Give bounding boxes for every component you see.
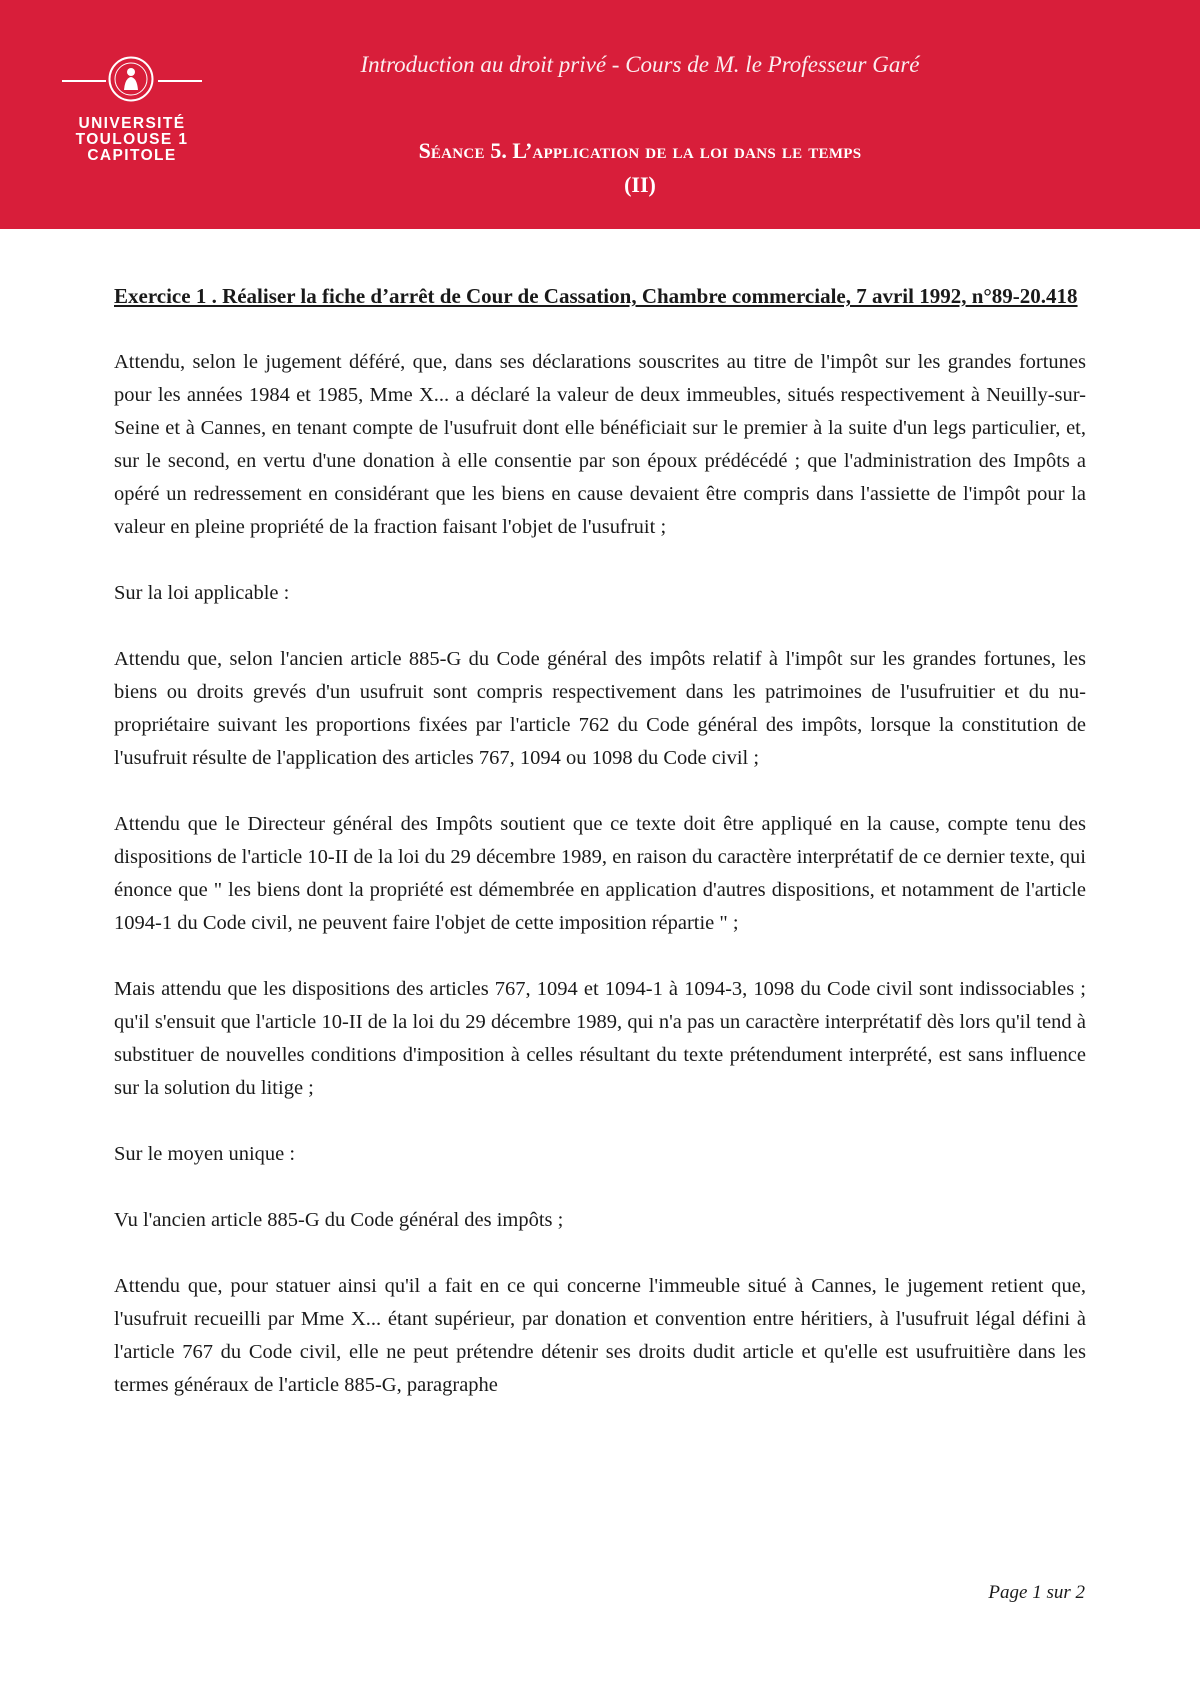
university-seal-icon [108, 56, 154, 102]
exercise-title: Exercice 1 . Réaliser la fiche d’arrêt de Cour de Cassation, Chambre commerciale, 7 avril 1992, n°89-20.418 [114, 284, 1078, 308]
logo-line-1: UNIVERSITÉ [78, 115, 186, 132]
seance-title-word: éance [430, 138, 485, 163]
paragraph: Vu l'ancien article 885-G du Code général des impôts ; [114, 1209, 564, 1231]
course-title: Introduction au droit privé - Cours de M. le Professeur Garé [360, 52, 920, 77]
paragraph: Mais attendu que les dispositions des articles 767, 1094 et 1094-1 à 1094-3, 1098 du Code civil sont indissociables ; qu'il s'ensuit que l'article 10-II de la loi du 29 décembre 1989, qui n'a pas un caractère interprétatif dès lors qu'il tend à substituer de nouvelles conditions d'imposition à celles résultant du texte prétendument interprété, est sans influence sur la solution du litige ; [114, 978, 1086, 1099]
logo-line-2: TOULOUSE 1 [75, 131, 189, 148]
paragraph: Attendu, selon le jugement déféré, que, dans ses déclarations souscrites au titre de l'impôt sur les grandes fortunes pour les années 1984 et 1985, Mme X... a déclaré la valeur de deux immeubles, situés respectivement à Neuilly-sur-Seine et à Cannes, en tenant compte de l'usufruit dont elle bénéficiait sur le premier à la suite d'un legs particulier, et, sur le second, en vertu d'une donation à elle consentie par son époux prédécédé ; que l'administration des Impôts a opéré un redressement en considérant que les biens en cause devaient être compris dans l'assiette de l'impôt pour la valeur en pleine propriété de la fraction faisant l'objet de l'usufruit ; [114, 351, 1086, 538]
paragraph: Attendu que, selon l'ancien article 885-G du Code général des impôts relatif à l'impôt sur les grandes fortunes, les biens ou droits grevés d'un usufruit sont compris respectivement dans les patrimoines de l'usufruitier et du nu-propriétaire suivant les proportions fixées par l'article 762 du Code général des impôts, lorsque la constitution de l'usufruit résulte de l'application des articles 767, 1094 ou 1098 du Code civil ; [114, 648, 1086, 769]
seance-title-number: 5. L’ [484, 138, 533, 163]
logo-line-right [158, 80, 202, 82]
seance-title-topic: application de la loi dans le temps [532, 138, 862, 163]
paragraph: Sur la loi applicable : [114, 582, 290, 604]
header-band [0, 0, 1200, 229]
paragraph: Sur le moyen unique : [114, 1143, 296, 1165]
seance-title-initial: S [418, 138, 431, 163]
seance-title-line [200, 134, 1080, 168]
seance-title-part: (II) [624, 172, 656, 197]
paragraph: Attendu que, pour statuer ainsi qu'il a fait en ce qui concerne l'immeuble situé à Cannes, le jugement retient que, l'usufruit recueilli par Mme X... étant supérieur, par donation et convention entre héritiers, à l'usufruit légal défini à l'article 767 du Code civil, elle ne peut prétendre détenir ses droits dudit article et qu'elle est usufruitière dans les termes généraux de l'article 885-G, paragraphe [114, 1275, 1086, 1396]
university-logo [62, 44, 202, 169]
page-number: Page 1 sur 2 [988, 1582, 1085, 1603]
logo-line-left [62, 80, 106, 82]
paragraph: Attendu que le Directeur général des Impôts soutient que ce texte doit être appliqué en la cause, compte tenu des dispositions de l'article 10-II de la loi du 29 décembre 1989, en raison du caractère interprétatif de ce dernier texte, qui énonce que " les biens dont la propriété est démembrée en application d'autres dispositions, et notamment de l'article 1094-1 du Code civil, ne peuvent faire l'objet de cette imposition répartie " ; [114, 813, 1086, 934]
seance-title [200, 134, 1080, 202]
logo-line-3: CAPITOLE [87, 147, 177, 164]
logo-text [62, 116, 202, 164]
document-body [114, 280, 1086, 1402]
